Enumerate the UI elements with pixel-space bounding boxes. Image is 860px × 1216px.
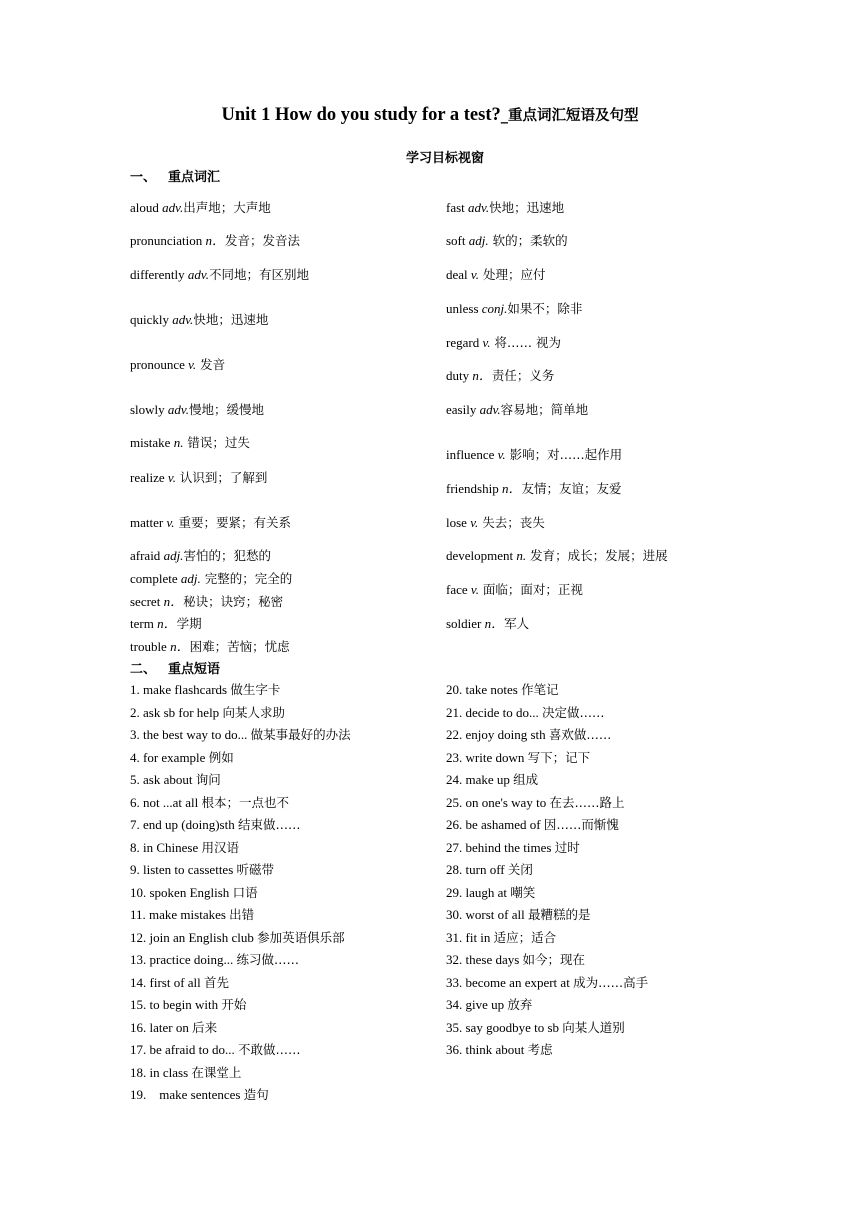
- vocab-word: fast: [446, 200, 465, 215]
- phrase-item: [130, 907, 254, 923]
- vocab-word: influence: [446, 447, 495, 462]
- vocab-meaning: 发音: [196, 357, 226, 372]
- phrase-item: [446, 885, 535, 901]
- phrase-english: 3. the best way to do...: [130, 727, 251, 742]
- vocab-item: [446, 402, 588, 418]
- vocab-word: trouble: [130, 639, 167, 654]
- vocab-item: [446, 616, 529, 632]
- vocab-meaning: 完整的；完全的: [200, 571, 293, 586]
- phrase-english: 35. say goodbye to sb: [446, 1019, 563, 1035]
- vocab-word: duty: [446, 368, 470, 383]
- vocab-word: soldier: [446, 616, 482, 631]
- phrase-english: 17. be afraid to do...: [130, 1042, 238, 1057]
- vocab-item: [130, 402, 264, 418]
- title-english: Unit 1 How do you study for a test?: [221, 105, 501, 125]
- phrase-item: [130, 930, 345, 946]
- phrase-item: [446, 795, 624, 811]
- vocab-part-of-speech: adv.: [162, 200, 184, 215]
- vocab-part-of-speech: n．: [157, 616, 177, 631]
- phrase-english: 25. on one's way to: [446, 794, 550, 810]
- phrase-chinese: 结束做……: [237, 817, 301, 832]
- vocab-item: [446, 515, 545, 531]
- phrase-item: [446, 997, 532, 1013]
- phrase-item: [446, 1042, 553, 1058]
- vocab-part-of-speech: v.: [470, 582, 479, 597]
- phrase-item: [446, 750, 590, 766]
- vocab-meaning: 困难；苦恼；忧虑: [189, 639, 290, 654]
- vocab-meaning: 出声地；大声地: [183, 200, 271, 215]
- phrase-chinese: 决定做……: [542, 704, 605, 720]
- vocab-word: slowly: [130, 402, 165, 417]
- section-label: 重点词汇: [168, 170, 221, 185]
- section-heading-phrases: [130, 658, 220, 677]
- phrase-english: 5. ask about: [130, 772, 196, 787]
- vocab-meaning: 发音；发音法: [224, 233, 300, 248]
- phrase-chinese: 询问: [195, 772, 221, 787]
- vocab-part-of-speech: v.: [166, 515, 175, 530]
- phrase-item: [446, 682, 559, 698]
- vocab-meaning: 快地；迅速地: [489, 200, 565, 215]
- phrase-chinese: 写下；记下: [527, 749, 591, 765]
- phrase-item: [446, 907, 590, 923]
- vocab-item: [130, 616, 202, 632]
- phrase-english: 6. not ...at all: [130, 794, 202, 810]
- phrase-chinese: 成为……高手: [573, 974, 649, 990]
- title-chinese: _重点词汇短语及句型: [500, 108, 639, 124]
- phrase-item: [130, 997, 246, 1013]
- phrase-item: [130, 1042, 300, 1058]
- page-title: [0, 104, 860, 126]
- phrase-chinese: 用汉语: [201, 839, 240, 855]
- vocab-part-of-speech: v.: [482, 335, 491, 350]
- vocab-item: [130, 233, 300, 249]
- vocab-item: [130, 548, 271, 564]
- phrase-english: 24. make up: [446, 772, 514, 787]
- phrase-item: [446, 727, 611, 743]
- phrase-chinese: 因……而惭愧: [543, 817, 619, 832]
- phrase-english: 29. laugh at: [446, 884, 511, 900]
- vocab-word: deal: [446, 267, 468, 282]
- vocab-item: [130, 571, 292, 587]
- vocab-meaning: 秘诀；诀窍；秘密: [183, 594, 284, 609]
- vocab-meaning: 军人: [504, 616, 530, 631]
- vocab-item: [130, 515, 291, 531]
- vocab-meaning: 重要；要紧；有关系: [174, 515, 292, 530]
- phrase-item: [130, 1020, 217, 1036]
- phrase-item: [130, 1087, 269, 1103]
- phrase-item: [130, 705, 285, 721]
- vocab-word: face: [446, 582, 468, 597]
- phrase-chinese: 练习做……: [236, 952, 300, 967]
- vocab-part-of-speech: v.: [470, 267, 479, 282]
- phrase-english: 21. decide to do...: [446, 704, 543, 720]
- phrase-chinese: 不敢做……: [237, 1042, 301, 1057]
- page-subtitle: 学习目标视窗: [405, 151, 484, 166]
- vocab-word: friendship: [446, 481, 499, 496]
- phrase-english: 14. first of all: [130, 974, 205, 990]
- vocab-meaning: 快地；迅速地: [193, 312, 269, 327]
- vocab-meaning: 发育；成长；发展；进展: [526, 548, 668, 563]
- vocab-word: aloud: [130, 200, 159, 215]
- vocab-part-of-speech: adv.: [187, 267, 209, 282]
- phrase-chinese: 开始: [221, 997, 247, 1012]
- phrase-chinese: 在去……路上: [549, 794, 625, 810]
- vocab-item: [446, 267, 545, 283]
- vocab-meaning: 如果不；除非: [507, 301, 583, 316]
- phrase-english: 15. to begin with: [130, 997, 222, 1012]
- phrase-chinese: 关闭: [507, 862, 533, 877]
- phrase-english: 30. worst of all: [446, 907, 528, 922]
- vocab-word: pronunciation: [130, 233, 203, 248]
- phrase-item: [130, 682, 280, 698]
- phrase-item: [446, 975, 648, 991]
- vocab-part-of-speech: v.: [497, 447, 506, 462]
- vocab-meaning: 认识到；了解到: [175, 470, 268, 485]
- phrase-english: 9. listen to cassettes: [130, 862, 237, 877]
- phrase-english: 20. take notes: [446, 682, 522, 697]
- vocab-part-of-speech: adv.: [172, 312, 194, 327]
- vocab-item: [130, 357, 225, 373]
- phrase-english: 22. enjoy doing sth: [446, 727, 549, 742]
- vocab-item: [446, 335, 561, 351]
- phrase-item: [130, 885, 258, 901]
- phrase-item: [446, 840, 580, 856]
- vocab-word: unless: [446, 301, 479, 316]
- phrase-chinese: 听磁带: [236, 862, 275, 877]
- vocab-item: [446, 447, 622, 463]
- phrase-english: 11. make mistakes: [130, 907, 230, 922]
- vocab-meaning: 责任；义务: [491, 368, 555, 383]
- vocab-meaning: 面临；面对；正视: [478, 582, 583, 597]
- vocab-part-of-speech: adj.: [180, 571, 201, 586]
- phrase-chinese: 作笔记: [521, 682, 559, 697]
- vocab-part-of-speech: n.: [516, 548, 527, 563]
- phrase-chinese: 在课堂上: [191, 1064, 242, 1080]
- phrase-item: [130, 975, 229, 991]
- phrase-chinese: 参加英语俱乐部: [257, 929, 345, 945]
- phrase-english: 7. end up (doing)sth: [130, 817, 238, 832]
- phrase-chinese: 出错: [229, 907, 255, 922]
- phrase-chinese: 口语: [232, 884, 258, 900]
- phrase-item: [130, 840, 239, 856]
- vocab-word: easily: [446, 402, 477, 417]
- phrase-english: 4. for example: [130, 749, 209, 765]
- phrase-chinese: 如今；现在: [522, 952, 586, 967]
- vocab-meaning: 害怕的；犯愁的: [183, 548, 271, 563]
- vocab-item: [130, 639, 290, 655]
- section-label: 重点短语: [168, 662, 221, 677]
- vocab-word: matter: [130, 515, 164, 530]
- phrase-english: 10. spoken English: [130, 884, 233, 900]
- phrase-english: 27. behind the times: [446, 839, 555, 855]
- phrase-english: 31. fit in: [446, 929, 494, 945]
- vocab-item: [446, 548, 668, 564]
- phrase-chinese: 过时: [554, 839, 580, 855]
- phrase-english: 32. these days: [446, 952, 523, 967]
- vocab-part-of-speech: v.: [470, 515, 479, 530]
- phrase-item: [130, 795, 289, 811]
- vocab-item: [446, 200, 564, 216]
- vocab-meaning: 容易地；简单地: [500, 402, 589, 417]
- phrase-item: [130, 1065, 241, 1081]
- phrase-english: 1. make flashcards: [130, 682, 231, 697]
- phrase-chinese: 嘲笑: [510, 884, 536, 900]
- vocab-word: afraid: [130, 548, 161, 563]
- phrase-item: [130, 952, 299, 968]
- phrase-english: 23. write down: [446, 749, 528, 765]
- vocab-item: [130, 435, 250, 451]
- vocab-part-of-speech: n．: [163, 594, 184, 609]
- vocab-item: [130, 470, 267, 486]
- vocab-meaning: 错误；过失: [183, 435, 250, 450]
- phrase-item: [446, 705, 605, 721]
- phrase-item: [130, 862, 274, 878]
- vocab-item: [446, 481, 622, 497]
- phrase-english: 12. join an English club: [130, 929, 258, 945]
- vocab-meaning: 处理；应付: [478, 267, 546, 282]
- vocab-part-of-speech: n．: [484, 616, 505, 631]
- vocab-item: [130, 594, 283, 610]
- vocab-word: mistake: [130, 435, 171, 450]
- phrase-chinese: 造句: [243, 1087, 269, 1102]
- vocab-part-of-speech: v.: [188, 357, 197, 372]
- phrase-english: 26. be ashamed of: [446, 817, 544, 832]
- section-heading-vocabulary: [130, 166, 220, 185]
- phrase-item: [130, 772, 221, 788]
- phrase-english: 13. practice doing...: [130, 952, 237, 967]
- vocab-item: [446, 301, 582, 317]
- vocab-word: lose: [446, 515, 467, 530]
- section-number: 一、: [130, 170, 157, 185]
- phrase-item: [446, 1020, 625, 1036]
- vocab-meaning: 软的；柔软的: [488, 233, 568, 248]
- phrase-chinese: 向某人求助: [222, 704, 285, 720]
- phrase-english: 28. turn off: [446, 862, 508, 877]
- vocab-word: complete: [130, 571, 178, 586]
- phrase-english: 2. ask sb for help: [130, 704, 223, 720]
- vocab-word: differently: [130, 267, 185, 282]
- vocab-meaning: 不同地；有区别地: [208, 267, 309, 282]
- vocab-meaning: 将…… 视为: [490, 335, 561, 350]
- vocab-part-of-speech: adj.: [163, 548, 184, 563]
- phrase-chinese: 放弃: [507, 997, 533, 1012]
- vocab-part-of-speech: n．: [472, 368, 492, 383]
- phrase-item: [446, 952, 585, 968]
- phrase-item: [446, 930, 556, 946]
- vocab-meaning: 失去；丧失: [478, 515, 545, 530]
- phrase-chinese: 例如: [208, 749, 234, 765]
- vocab-word: secret: [130, 594, 161, 609]
- phrase-chinese: 首先: [204, 974, 230, 990]
- vocab-meaning: 慢地；缓慢地: [188, 402, 264, 417]
- vocab-item: [446, 582, 583, 598]
- section-number: 二、: [130, 662, 157, 677]
- phrase-chinese: 适应；适合: [493, 929, 557, 945]
- vocab-word: term: [130, 616, 154, 631]
- vocab-part-of-speech: n．: [170, 639, 190, 654]
- phrase-item: [130, 727, 351, 743]
- vocab-item: [130, 200, 271, 216]
- vocab-meaning: 学期: [176, 616, 202, 631]
- vocab-part-of-speech: adj.: [468, 233, 489, 248]
- phrase-chinese: 考虑: [527, 1042, 553, 1057]
- vocab-part-of-speech: adv.: [167, 402, 189, 417]
- vocab-word: realize: [130, 470, 165, 485]
- vocab-word: development: [446, 548, 514, 563]
- phrase-chinese: 组成: [513, 772, 539, 787]
- vocab-word: soft: [446, 233, 466, 248]
- vocab-meaning: 友情；友谊；友爱: [521, 481, 622, 496]
- phrase-chinese: 向某人道别: [562, 1019, 625, 1035]
- vocab-part-of-speech: conj.: [481, 301, 508, 316]
- vocab-word: quickly: [130, 312, 169, 327]
- phrase-chinese: 后来: [192, 1019, 218, 1035]
- vocab-word: pronounce: [130, 357, 185, 372]
- phrase-english: 19. make sentences: [130, 1087, 244, 1102]
- phrase-item: [446, 817, 619, 833]
- vocab-meaning: 影响；对……起作用: [505, 447, 623, 462]
- vocab-item: [446, 233, 568, 249]
- phrase-english: 34. give up: [446, 997, 508, 1012]
- vocab-item: [446, 368, 554, 384]
- vocab-item: [130, 312, 268, 328]
- phrase-item: [446, 862, 533, 878]
- vocab-part-of-speech: v.: [167, 470, 176, 485]
- vocab-part-of-speech: adv.: [468, 200, 490, 215]
- phrase-chinese: 做某事最好的办法: [250, 727, 351, 742]
- phrase-english: 33. become an expert at: [446, 974, 574, 990]
- phrase-english: 18. in class: [130, 1064, 192, 1080]
- vocab-part-of-speech: n．: [205, 233, 225, 248]
- vocab-item: [130, 267, 309, 283]
- phrase-english: 16. later on: [130, 1019, 193, 1035]
- phrase-chinese: 做生字卡: [230, 682, 281, 697]
- vocab-part-of-speech: n.: [173, 435, 184, 450]
- phrase-chinese: 最糟糕的是: [527, 907, 591, 922]
- vocab-word: regard: [446, 335, 480, 350]
- phrase-item: [130, 817, 300, 833]
- vocab-part-of-speech: adv.: [479, 402, 501, 417]
- vocab-part-of-speech: n．: [501, 481, 522, 496]
- phrase-chinese: 根本；一点也不: [201, 794, 290, 810]
- phrase-item: [446, 772, 538, 788]
- phrase-english: 8. in Chinese: [130, 839, 202, 855]
- phrase-english: 36. think about: [446, 1042, 528, 1057]
- phrase-item: [130, 750, 234, 766]
- phrase-chinese: 喜欢做……: [548, 727, 612, 742]
